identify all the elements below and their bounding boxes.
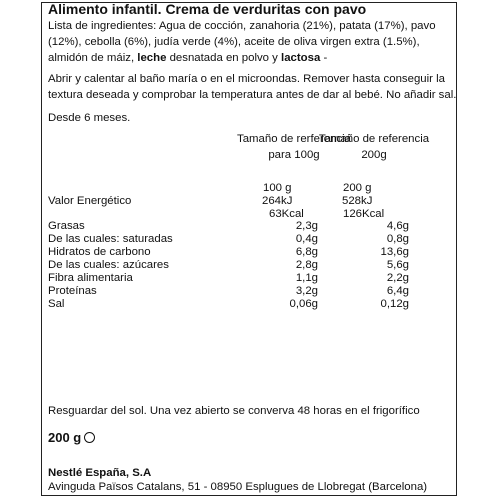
ingredients-line-2: (12%), cebolla (6%), judía verde (4%), aceite de oliva virgen extra (1.5%), <box>48 36 420 48</box>
column-header-line: Tamaño de rerferencia <box>237 133 351 145</box>
nutrient-value-200g: 0,12g <box>380 298 409 310</box>
preparation-instructions <box>48 71 456 103</box>
energy-kj-200g: 528kJ <box>342 195 373 207</box>
allergen-milk: leche <box>137 52 167 64</box>
nutrient-value-100g: 0,4g <box>295 233 318 245</box>
ingredients-line-1: Lista de ingredientes: Agua de cocción, zanahoria (21%), patata (17%), pavo <box>48 20 436 32</box>
nutrient-label: De las cuales: saturadas <box>48 233 173 245</box>
nutrient-value-100g: 0,06g <box>289 298 318 310</box>
estimated-sign-icon <box>84 432 95 443</box>
preparation-line-2: textura deseada y comprobar la temperatura antes de dar al bebé. No añadir sal. <box>48 89 457 101</box>
ingredients-text: - <box>320 52 328 64</box>
nutrient-value-100g: 2,3g <box>295 220 318 232</box>
nutrient-value-200g: 0,8g <box>386 233 409 245</box>
nutrient-value-100g: 6,8g <box>295 246 318 258</box>
nutrient-value-200g: 2,2g <box>386 272 409 284</box>
qty-100g: 100 g <box>263 182 292 194</box>
nutrient-label: Sal <box>48 298 65 310</box>
nutrient-value-100g: 1,1g <box>295 272 318 284</box>
column-header-per-200g <box>304 131 444 163</box>
ingredients-list <box>48 18 436 66</box>
nutrient-value-200g: 13,6g <box>380 246 409 258</box>
nutrient-label: Hidratos de carbono <box>48 246 151 258</box>
nutrient-value-200g: 4,6g <box>386 220 409 232</box>
ingredients-line-3 <box>48 50 436 66</box>
nutrient-label: De las cuales: azúcares <box>48 259 169 271</box>
net-weight: 200 g <box>48 430 82 445</box>
nutrient-value-200g: 5,6g <box>386 259 409 271</box>
preparation-line-1: Abrir y calentar al baño maría o en el microondas. Remover hasta conseguir la <box>48 73 445 85</box>
nutrient-label: Grasas <box>48 220 85 232</box>
nutrient-value-100g: 2,8g <box>295 259 318 271</box>
ingredients-text: desnatada en polvo y <box>166 52 282 64</box>
column-header-line: 200g <box>361 149 387 161</box>
energy-kcal-100g: 63Kcal <box>269 208 304 220</box>
nutrient-label: Proteínas <box>48 285 97 297</box>
column-header-line: para 100g <box>268 149 320 161</box>
age-recommendation: Desde 6 meses. <box>48 112 131 124</box>
column-header-line: Tamaño de referencia <box>318 133 430 145</box>
energy-kj-100g: 264kJ <box>262 195 293 207</box>
energy-kcal-200g: 126Kcal <box>343 208 385 220</box>
nutrient-value-200g: 6,4g <box>386 285 409 297</box>
ingredients-text: almidón de máiz, <box>48 52 138 64</box>
storage-instructions: Resguardar del sol. Una vez abierto se converva 48 horas en el frigorífico <box>48 405 420 417</box>
energy-label: Valor Energético <box>48 195 132 207</box>
nutrient-value-100g: 3,2g <box>295 285 318 297</box>
nutrient-label: Fibra alimentaria <box>48 272 133 284</box>
company-name: Nestlé España, S.A <box>48 467 152 479</box>
company-address: Avinguda Països Catalans, 51 - 08950 Esplugues de Llobregat (Barcelona) <box>48 481 428 493</box>
allergen-lactose: lactosa <box>281 52 321 64</box>
product-title: Alimento infantil. Crema de verduritas con pavo <box>48 1 367 17</box>
qty-200g: 200 g <box>343 182 372 194</box>
